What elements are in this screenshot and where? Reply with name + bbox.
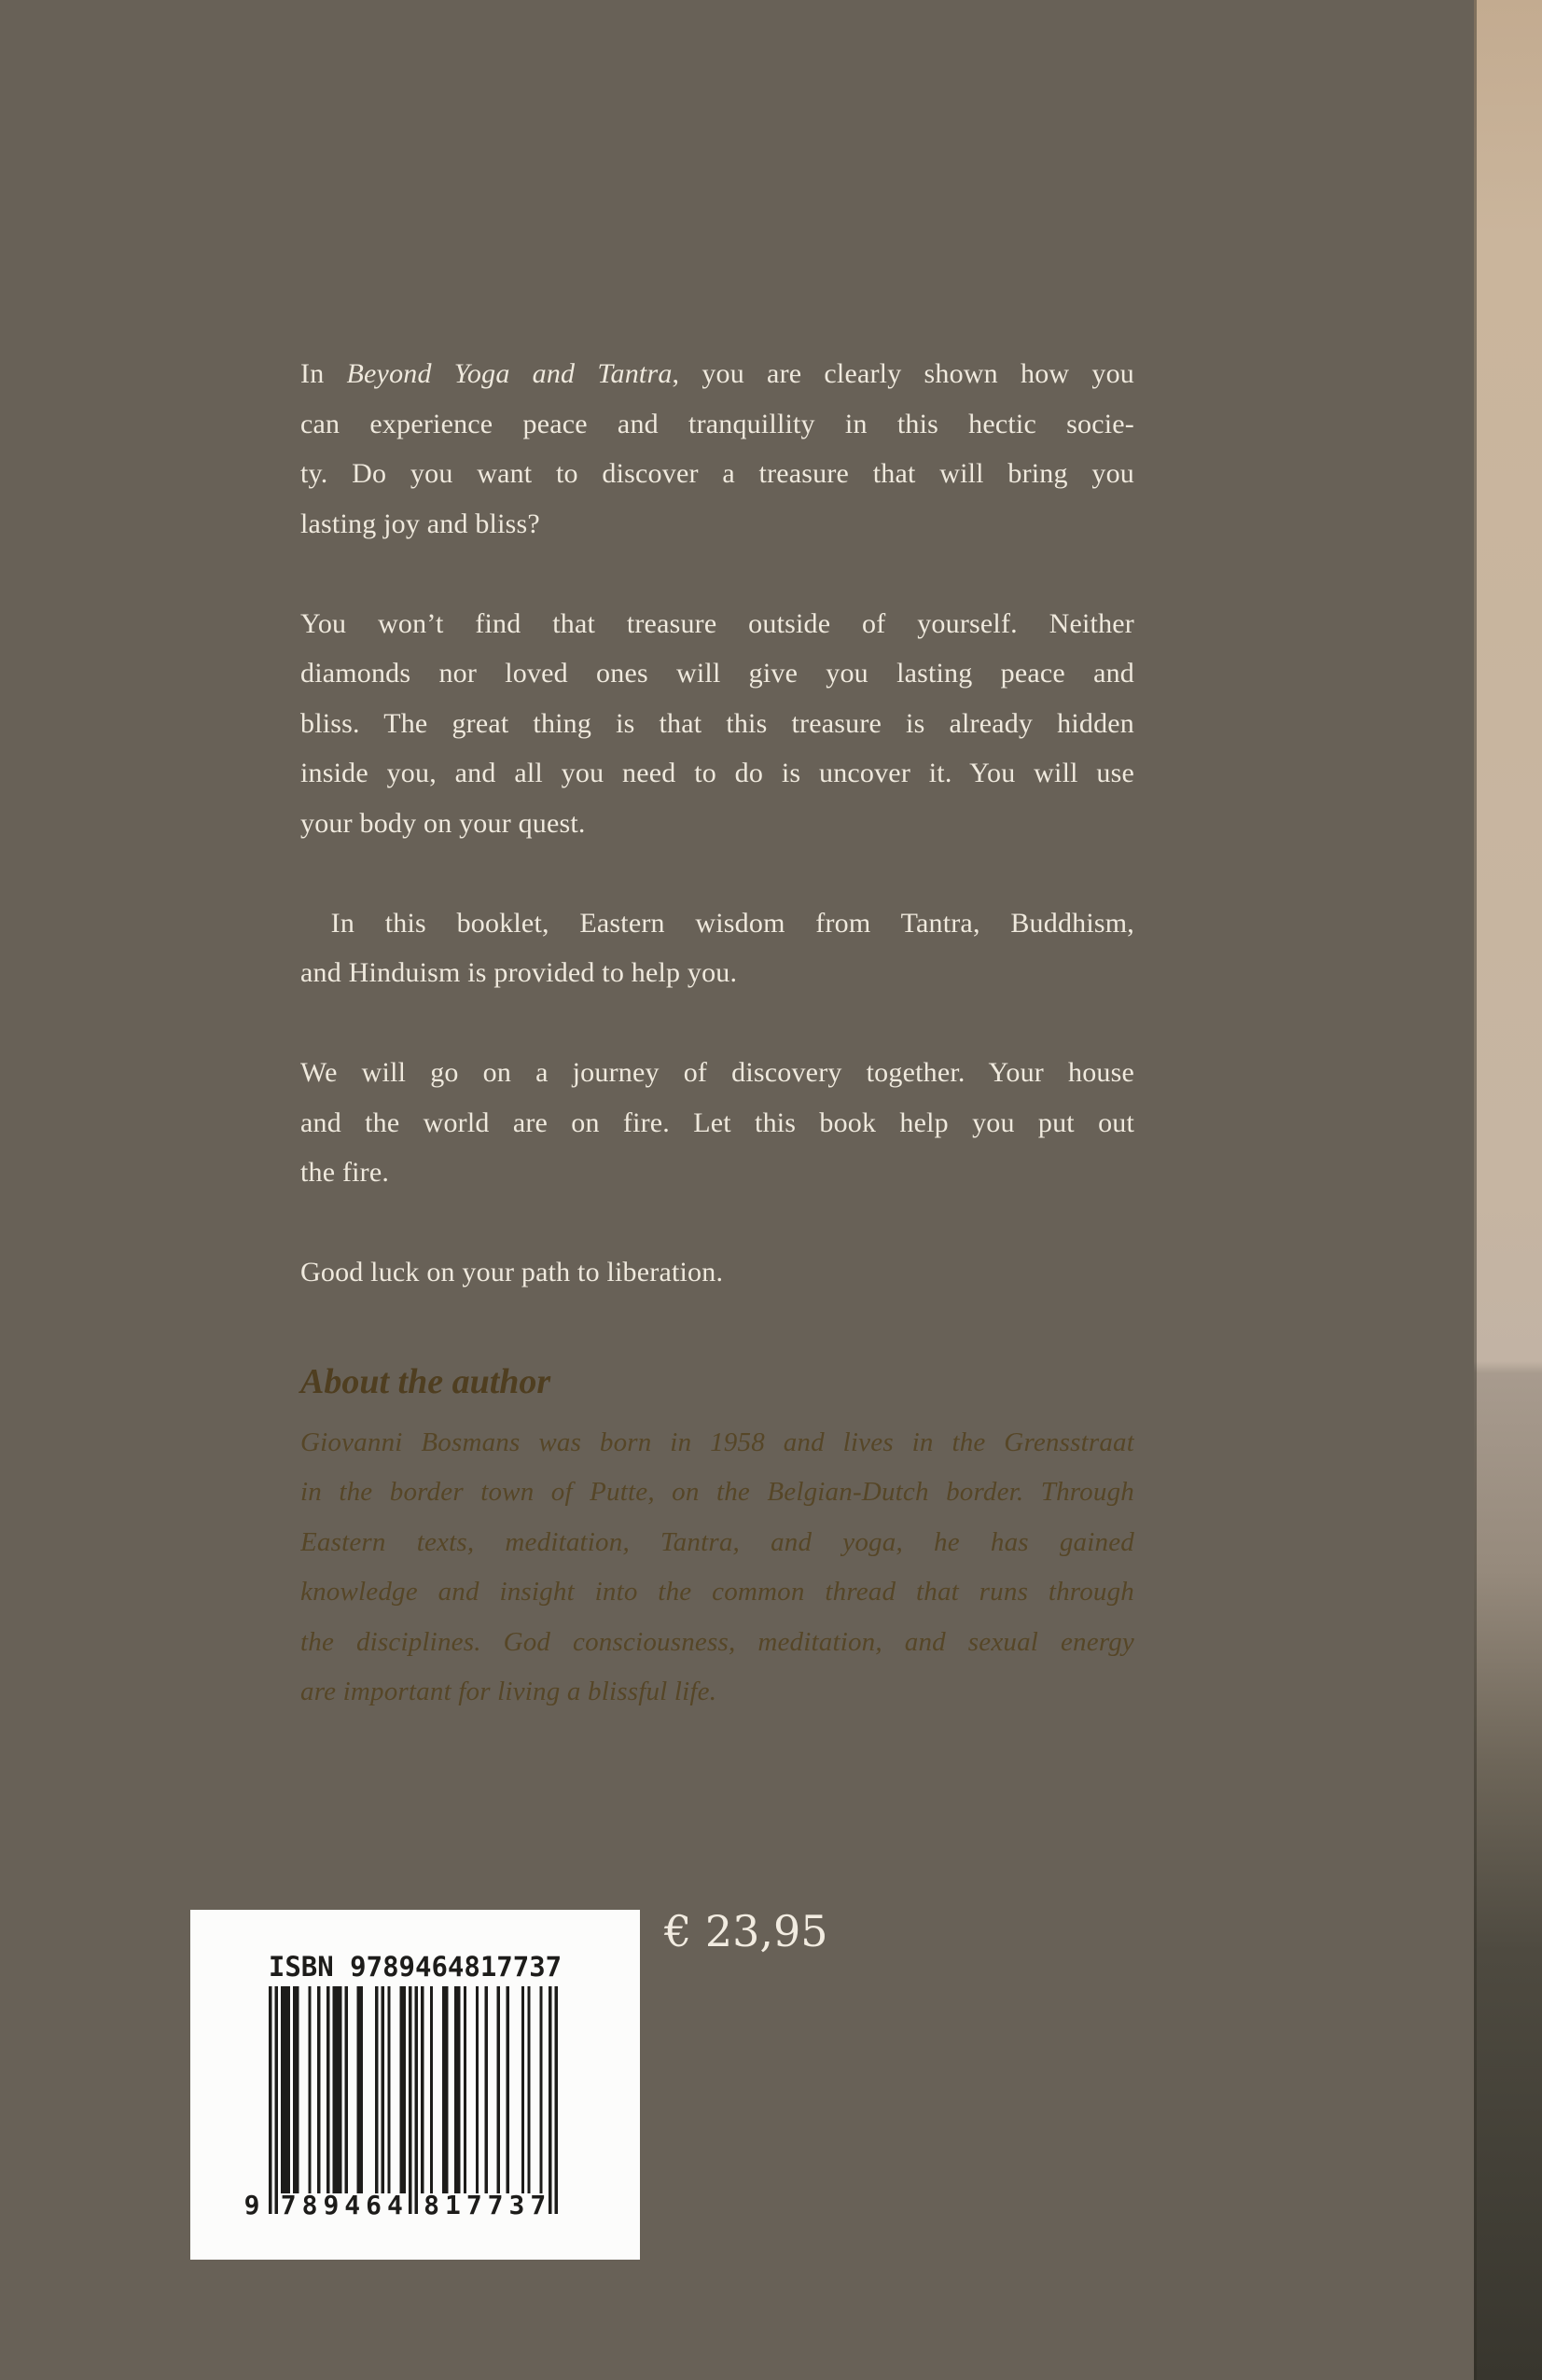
barcode-digit: 7 xyxy=(530,2190,547,2220)
about-the-author-heading: About the author xyxy=(300,1361,551,1401)
blurb-line: and Hinduism is provided to help you. xyxy=(300,957,738,988)
bio-line: the disciplines. God consciousness, meditation, and sexual energy xyxy=(300,1626,1134,1657)
blurb-paragraph xyxy=(300,898,1134,998)
barcode-digit: 8 xyxy=(424,2190,440,2220)
barcode-digit: 7 xyxy=(280,2190,297,2220)
bio-line: in the border town of Putte, on the Belgian-Dutch border. Through xyxy=(300,1477,1134,1507)
price-label: € 23,95 xyxy=(664,1906,828,1956)
back-cover-text xyxy=(300,349,1134,1718)
bio-line: are important for living a blissful life. xyxy=(300,1677,717,1706)
bio-line: Eastern texts, meditation, Tantra, and yoga, he has gained xyxy=(300,1526,1134,1557)
blurb-line: and the world are on fire. Let this book help you put out xyxy=(300,1106,1134,1138)
barcode-digit: 1 xyxy=(444,2190,461,2220)
blurb-line: In this booklet, Eastern wisdom from Tantra, Buddhism, xyxy=(300,907,1134,939)
barcode-digit: 9 xyxy=(323,2190,340,2220)
blurb-line: Good luck on your path to liberation. xyxy=(300,1257,724,1287)
bio-line: knowledge and insight into the common thread that runs through xyxy=(300,1577,1134,1607)
blurb-paragraph xyxy=(300,1048,1134,1198)
blurb-line: your body on your quest. xyxy=(300,807,586,839)
blurb-line: the fire. xyxy=(300,1157,390,1188)
blurb-line: diamonds nor loved ones will give you lasting peace and xyxy=(300,658,1134,689)
blurb-line: In Beyond Yoga and Tantra, you are clearly shown how you xyxy=(300,358,1134,389)
barcode-block xyxy=(190,1910,640,2260)
blurb-line: inside you, and all you need to do is uncover it. You will use xyxy=(300,758,1134,788)
blurb-line: bliss. The great thing is that this treasure is already hidden xyxy=(300,707,1134,739)
barcode-digit: 4 xyxy=(386,2190,403,2220)
barcode-digit: 6 xyxy=(366,2190,382,2220)
barcode-digit: 3 xyxy=(508,2190,525,2220)
blurb-line: can experience peace and tranquillity in this hectic socie- xyxy=(300,408,1134,439)
barcode-digit: 9 xyxy=(243,2190,260,2220)
blurb-line: lasting joy and bliss? xyxy=(300,508,540,539)
barcode-digit: 4 xyxy=(344,2190,361,2220)
blurb-line: We will go on a journey of discovery together. Your house xyxy=(300,1057,1134,1088)
blurb-line: ty. Do you want to discover a treasure that will bring you xyxy=(300,458,1134,489)
blurb xyxy=(300,349,1134,1298)
blurb-paragraph xyxy=(300,599,1134,849)
bio-line: Giovanni Bosmans was born in 1958 and lives in the Grensstraat xyxy=(300,1427,1134,1457)
blurb-paragraph xyxy=(300,1247,1134,1298)
author-bio xyxy=(300,1418,1134,1718)
blurb-line: You won’t find that treasure outside of yourself. Neither xyxy=(300,607,1134,639)
cover-photo-edge-strip xyxy=(1474,0,1542,2380)
barcode-digit: 7 xyxy=(487,2190,504,2220)
barcode-digit: 8 xyxy=(301,2190,318,2220)
barcode-human-digits xyxy=(190,2190,640,2223)
blurb-paragraph xyxy=(300,349,1134,549)
ean13-barcode xyxy=(269,1986,558,2214)
barcode-digit: 7 xyxy=(465,2190,482,2220)
isbn-label: ISBN 9789464817737 xyxy=(268,1951,563,1983)
